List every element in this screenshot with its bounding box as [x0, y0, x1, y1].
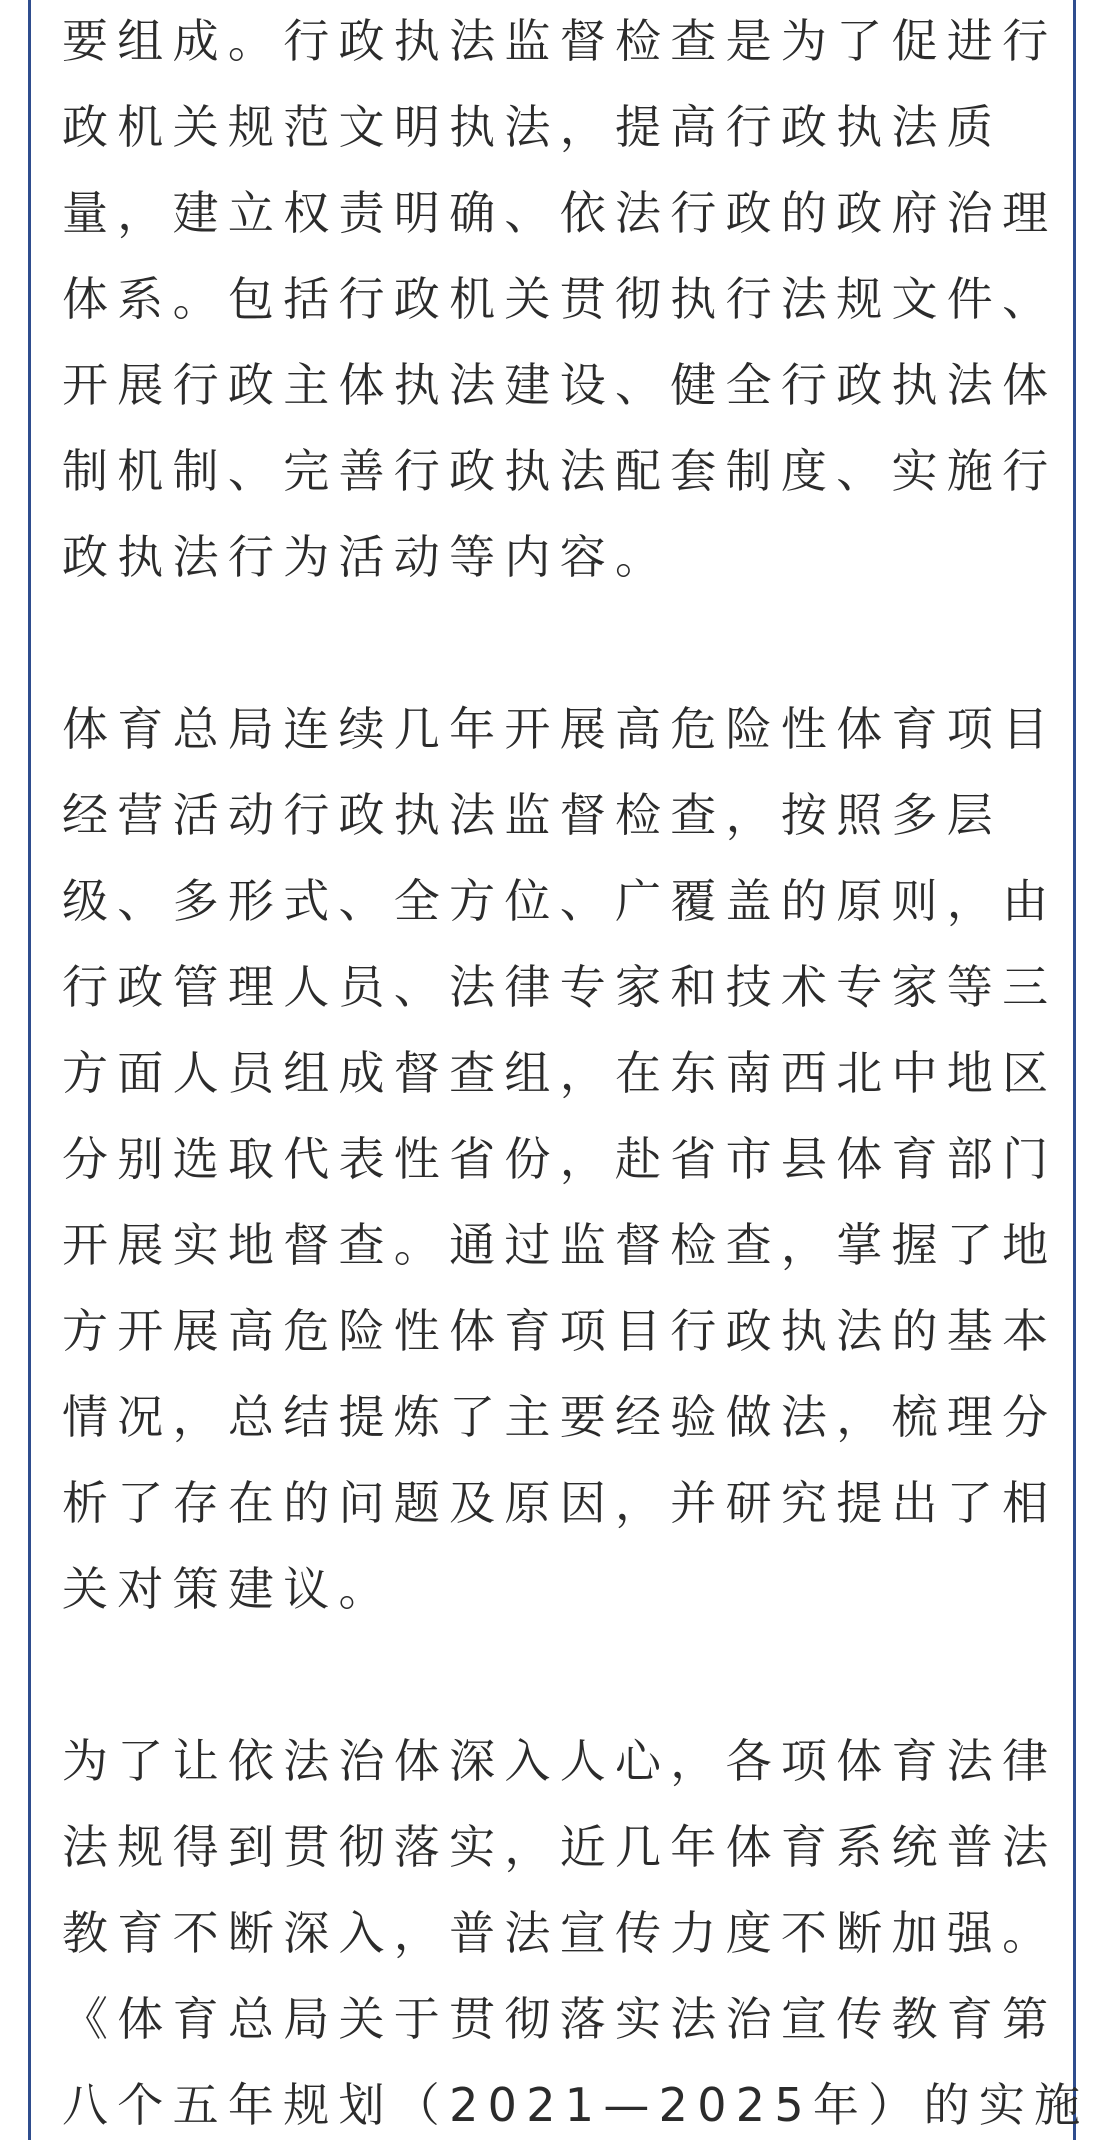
text-line: 为了让依法治体深入人心，各项体育法律 [62, 1734, 1058, 1788]
text-line: 八个五年规划（2021—2025年）的实施 [62, 2078, 1090, 2132]
text-line: 《体育总局关于贯彻落实法治宣传教育第 [62, 1992, 1058, 2046]
text-line: 级、多形式、全方位、广覆盖的原则，由 [62, 874, 1058, 928]
text-line: 政机关规范文明执法，提高行政执法质 [62, 100, 1003, 154]
text-line: 方开展高危险性体育项目行政执法的基本 [62, 1304, 1058, 1358]
text-line: 行政管理人员、法律专家和技术专家等三 [62, 960, 1058, 1014]
text-line: 教育不断深入，普法宣传力度不断加强。 [62, 1906, 1058, 1960]
text-line: 要组成。行政执法监督检查是为了促进行 [62, 14, 1058, 68]
text-line: 析了存在的问题及原因，并研究提出了相 [62, 1476, 1058, 1530]
text-line: 开展行政主体执法建设、健全行政执法体 [62, 358, 1058, 412]
paragraph-spacer [62, 600, 1044, 686]
text-line: 经营活动行政执法监督检查，按照多层 [62, 788, 1003, 842]
text-line: 分别选取代表性省份，赴省市县体育部门 [62, 1132, 1058, 1186]
paragraph-1 [62, 0, 1058, 600]
text-line: 方面人员组成督查组，在东南西北中地区 [62, 1046, 1058, 1100]
text-line: 量，建立权责明确、依法行政的政府治理 [62, 186, 1058, 240]
text-line: 体育总局连续几年开展高危险性体育项目 [62, 702, 1058, 756]
article-body [62, 0, 1090, 2148]
paragraph-3 [62, 1718, 1090, 2148]
text-line: 法规得到贯彻落实，近几年体育系统普法 [62, 1820, 1058, 1874]
text-line: 制机制、完善行政执法配套制度、实施行 [62, 444, 1058, 498]
text-line: 开展实地督查。通过监督检查，掌握了地 [62, 1218, 1058, 1272]
text-line: 体系。包括行政机关贯彻执行法规文件、 [62, 272, 1058, 326]
text-line: 情况，总结提炼了主要经验做法，梳理分 [62, 1390, 1058, 1444]
paragraph-2 [62, 686, 1058, 1632]
paragraph-spacer [62, 1632, 1044, 1718]
text-line: 政执法行为活动等内容。 [62, 530, 671, 584]
text-line: 关对策建议。 [62, 1562, 394, 1616]
